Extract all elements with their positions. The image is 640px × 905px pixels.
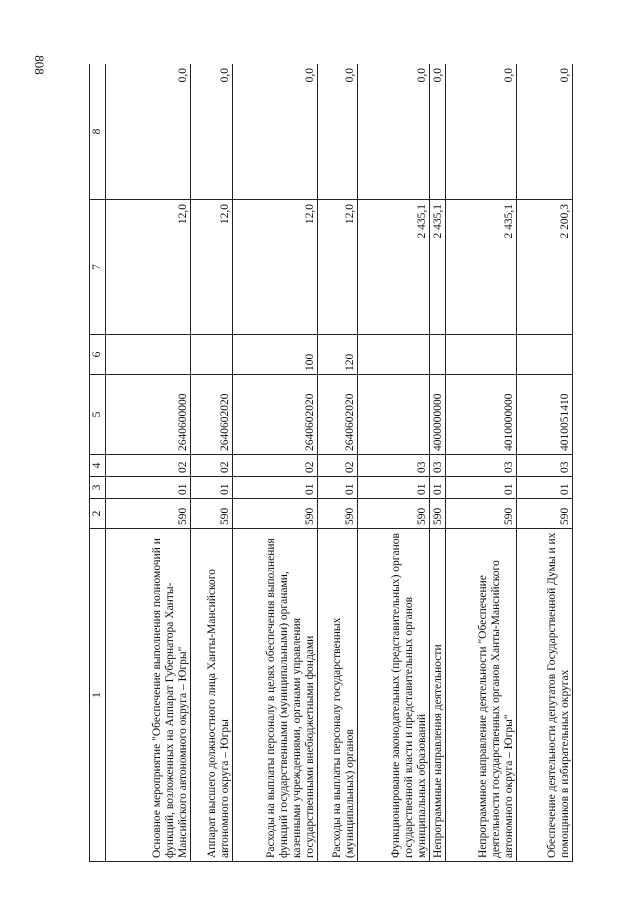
code-cell: 03: [429, 455, 445, 477]
header-cell: 7: [90, 200, 106, 335]
code-cell: 03: [517, 455, 573, 477]
amount-cell: 0,0: [429, 64, 445, 200]
code-cell: 590: [429, 499, 445, 529]
table-row: [445, 64, 516, 862]
table-row: [357, 64, 429, 862]
row-name-cell: Расходы на выплаты персоналу государственных (муниципальных) органов: [317, 529, 357, 862]
row-name-cell: Непрограммное направление деятельности "Обеспечение деятельности государственных органов Ханты-Мансийского автономного округа – Югры": [445, 529, 516, 862]
rotated-table-frame: [89, 64, 573, 862]
code-cell: 01: [429, 477, 445, 499]
table-row: [429, 64, 445, 862]
header-cell: 8: [90, 64, 106, 200]
code-cell: 2640602020: [191, 375, 233, 455]
amount-cell: 12,0: [106, 200, 191, 335]
amount-cell: 12,0: [232, 200, 317, 335]
amount-cell: 0,0: [232, 64, 317, 200]
code-cell: 02: [191, 455, 233, 477]
code-cell: 2640602020: [317, 375, 357, 455]
code-cell: 590: [317, 499, 357, 529]
table-row: [232, 64, 317, 862]
code-cell: 01: [106, 477, 191, 499]
row-name-cell: Аппарат высшего должностного лица Ханты-Мансийского автономного округа – Югры: [191, 529, 233, 862]
code-cell: 590: [445, 499, 516, 529]
code-cell: 120: [317, 335, 357, 375]
code-cell: 590: [357, 499, 429, 529]
code-cell: 01: [232, 477, 317, 499]
amount-cell: 0,0: [517, 64, 573, 200]
amount-cell: 0,0: [357, 64, 429, 200]
code-cell: 01: [357, 477, 429, 499]
code-cell: 4010000000: [445, 375, 516, 455]
amount-cell: 2 435,1: [445, 200, 516, 335]
page-number: [24, 0, 54, 130]
code-cell: [191, 335, 233, 375]
row-name-cell: Расходы на выплаты персоналу в целях обеспечения выполнения функций государственными (муниципальными) органами, казенными учреждениями, органами управления государственными внебюджетными фондами: [232, 529, 317, 862]
header-cell: 1: [90, 529, 106, 862]
amount-cell: 12,0: [317, 200, 357, 335]
header-cell: 6: [90, 335, 106, 375]
table-row: [517, 64, 573, 862]
code-cell: 03: [445, 455, 516, 477]
header-cell: 4: [90, 455, 106, 477]
code-cell: [357, 375, 429, 455]
code-cell: 01: [445, 477, 516, 499]
amount-cell: 2 200,3: [517, 200, 573, 335]
amount-cell: 2 435,1: [357, 200, 429, 335]
header-cell: 5: [90, 375, 106, 455]
amount-cell: 0,0: [191, 64, 233, 200]
amount-cell: 2 435,1: [429, 200, 445, 335]
code-cell: 590: [106, 499, 191, 529]
code-cell: [517, 335, 573, 375]
code-cell: 01: [317, 477, 357, 499]
row-name-cell: Непрограммные направления деятельности: [429, 529, 445, 862]
budget-table-wrapper: [89, 64, 573, 862]
code-cell: 100: [232, 335, 317, 375]
code-cell: 4000000000: [429, 375, 445, 455]
code-cell: 4010051410: [517, 375, 573, 455]
page-number-text: 808: [32, 55, 47, 75]
code-cell: 02: [317, 455, 357, 477]
row-name-cell: Функционирование законодательных (представительных) органов государственной власти и представительных органов муниципальных образований: [357, 529, 429, 862]
amount-cell: 0,0: [106, 64, 191, 200]
code-cell: 01: [191, 477, 233, 499]
code-cell: 590: [517, 499, 573, 529]
header-cell: 2: [90, 499, 106, 529]
code-cell: 2640600000: [106, 375, 191, 455]
code-cell: 02: [232, 455, 317, 477]
table-row: [317, 64, 357, 862]
table-row: [106, 64, 191, 862]
table-row: [191, 64, 233, 862]
code-cell: [429, 335, 445, 375]
code-cell: 02: [106, 455, 191, 477]
amount-cell: 0,0: [317, 64, 357, 200]
amount-cell: 0,0: [445, 64, 516, 200]
row-name-cell: Обеспечение деятельности депутатов Государственной Думы и их помощников в избирательных округах: [517, 529, 573, 862]
code-cell: 2640602020: [232, 375, 317, 455]
code-cell: 01: [517, 477, 573, 499]
code-cell: 590: [191, 499, 233, 529]
budget-table: [89, 64, 573, 862]
row-name-cell: Основное мероприятие "Обеспечение выполнения полномочий и функций, возложенных на Аппарат Губернатора Ханты-Мансийского автономного округа – Югры": [106, 529, 191, 862]
code-cell: [106, 335, 191, 375]
code-cell: 03: [357, 455, 429, 477]
header-cell: 3: [90, 477, 106, 499]
table-header-row: [90, 64, 106, 862]
amount-cell: 12,0: [191, 200, 233, 335]
code-cell: [445, 335, 516, 375]
code-cell: 590: [232, 499, 317, 529]
code-cell: [357, 335, 429, 375]
